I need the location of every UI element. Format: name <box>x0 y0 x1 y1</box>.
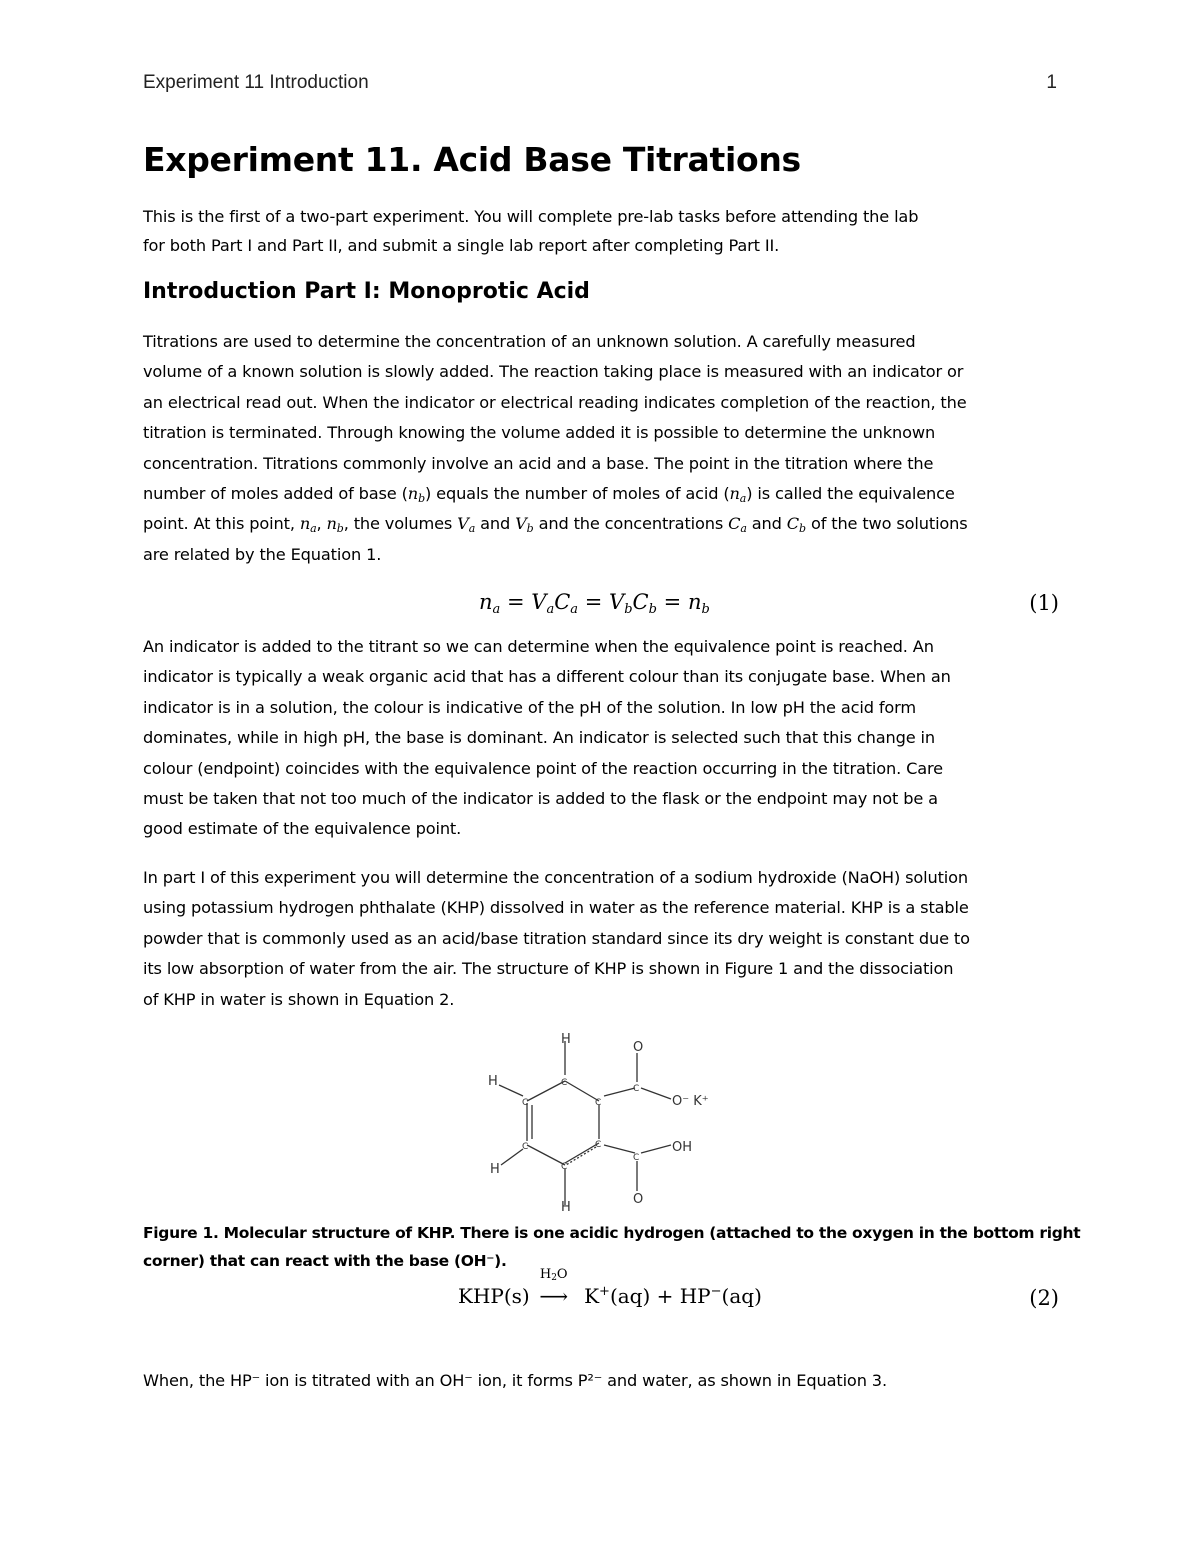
indicator-paragraph <box>143 632 1058 845</box>
text-fragment: , the volumes <box>343 514 458 534</box>
text-line: This is the first of a two-part experiment. You will complete pre-lab tasks before attending the lab <box>143 207 919 226</box>
symbol-nb: $n_b$ <box>326 514 344 536</box>
text-line <box>143 479 1058 509</box>
text-fragment: and the concentrations <box>533 514 729 534</box>
figure-label: C <box>633 1084 640 1094</box>
text-line: for both Part I and Part II, and submit a single lab report after completing Part II. <box>143 235 780 255</box>
symbol-va: $V_a$ <box>457 514 476 536</box>
text-line: colour (endpoint) coincides with the equivalence point of the reaction occurring in the titration. Care <box>143 758 943 778</box>
text-fragment: number of moles added of base ( <box>143 483 408 503</box>
text-line: dominates, while in high pH, the base is dominant. An indicator is selected such that this change in <box>143 728 935 748</box>
symbol-ca: $C_a$ <box>728 514 747 536</box>
figure-label: C <box>633 1153 640 1163</box>
text-line: volume of a known solution is slowly added. The reaction taking place is measured with an indicator or <box>143 362 964 382</box>
text-line: indicator is in a solution, the colour is indicative of the pH of the solution. In low pH the acid form <box>143 697 916 717</box>
text-fragment: of the two solutions <box>805 514 968 534</box>
text-line: titration is terminated. Through knowing the volume added it is possible to determine the unknown <box>143 423 936 443</box>
symbol-nb: $n_b$ <box>407 483 425 505</box>
figure-label: O⁻ K⁺ <box>672 1094 709 1109</box>
text-fragment: and <box>475 514 516 534</box>
titration-paragraph <box>143 327 1058 570</box>
text-fragment: , <box>316 514 327 534</box>
symbol-na: $n_a$ <box>299 514 317 536</box>
figure-caption <box>143 1219 1081 1275</box>
text-line: using potassium hydrogen phthalate (KHP) dissolved in water as the reference material. KHP is a stable <box>143 898 969 918</box>
figure-label: O <box>633 1040 644 1055</box>
section-heading: Introduction Part I: Monoprotic Acid <box>143 279 590 304</box>
text-line: Titrations are used to determine the concentration of an unknown solution. A carefully measured <box>143 332 916 351</box>
figure-label: C <box>595 1140 602 1150</box>
figure-label: H <box>561 1033 571 1047</box>
text-line: must be taken that not too much of the indicator is added to the flask or the endpoint may not be a <box>143 788 938 808</box>
equation-2: KHP(s) $H_2O$ ⟶ K+(aq) + HP−(aq) <box>458 1267 762 1308</box>
figure-label: C <box>595 1098 602 1108</box>
text-fragment: point. At this point, <box>143 514 300 534</box>
figure-label: C <box>561 1078 568 1088</box>
figure-label: OH <box>672 1140 693 1155</box>
text-fragment: ) equals the number of moles of acid ( <box>424 483 730 503</box>
text-fragment: ) is called the equivalence <box>746 483 955 503</box>
figure-label: O <box>633 1192 644 1207</box>
page-number: 1 <box>1046 72 1057 93</box>
text-line <box>143 509 1058 539</box>
equation-2-number: (2) <box>1029 1286 1059 1310</box>
caption-line: corner) that can react with the base (OH⁻). <box>143 1252 507 1270</box>
symbol-na: $n_a$ <box>729 483 747 505</box>
document-title: Experiment 11. Acid Base Titrations <box>143 140 801 179</box>
khp-paragraph <box>143 863 1058 1015</box>
equation-1-number: (1) <box>1029 591 1059 615</box>
equation-1: $n_a = V_aC_a = V_bC_b = n_b$ <box>479 590 710 617</box>
khp-structure-figure <box>486 1033 714 1211</box>
symbol-cb: $C_b$ <box>786 514 806 536</box>
text-line: are related by the Equation 1. <box>143 544 382 564</box>
figure-label: C <box>561 1162 568 1172</box>
text-line: indicator is typically a weak organic acid that has a different colour than its conjugate base. When an <box>143 667 951 687</box>
khp-structure-diagram <box>486 1033 714 1211</box>
equation-3-intro-line: When, the HP⁻ ion is titrated with an OH⁻ ion, it forms P²⁻ and water, as shown in Equation 3. <box>143 1371 887 1390</box>
text-fragment: and <box>746 514 787 534</box>
intro-paragraph <box>143 203 1058 261</box>
symbol-vb: $V_b$ <box>515 514 534 536</box>
figure-label: C <box>522 1142 529 1152</box>
text-line: its low absorption of water from the air. The structure of KHP is shown in Figure 1 and the dissociation <box>143 959 954 979</box>
text-line: concentration. Titrations commonly involve an acid and a base. The point in the titration where the <box>143 453 934 473</box>
text-line: of KHP in water is shown in Equation 2. <box>143 989 455 1009</box>
text-line: powder that is commonly used as an acid/base titration standard since its dry weight is constant due to <box>143 928 970 948</box>
running-header: Experiment 11 Introduction <box>143 72 369 93</box>
text-line: good estimate of the equivalence point. <box>143 819 462 839</box>
text-line: An indicator is added to the titrant so we can determine when the equivalence point is reached. An <box>143 637 934 656</box>
text-line: an electrical read out. When the indicator or electrical reading indicates completion of the reaction, the <box>143 392 967 412</box>
figure-label: H <box>490 1162 500 1177</box>
figure-label: H <box>561 1200 571 1211</box>
text-line: In part I of this experiment you will determine the concentration of a sodium hydroxide (NaOH) solution <box>143 868 969 887</box>
figure-label: C <box>522 1098 529 1108</box>
caption-line: Figure 1. Molecular structure of KHP. There is one acidic hydrogen (attached to the oxygen in the bottom right <box>143 1224 1081 1242</box>
figure-label: H <box>488 1074 498 1089</box>
